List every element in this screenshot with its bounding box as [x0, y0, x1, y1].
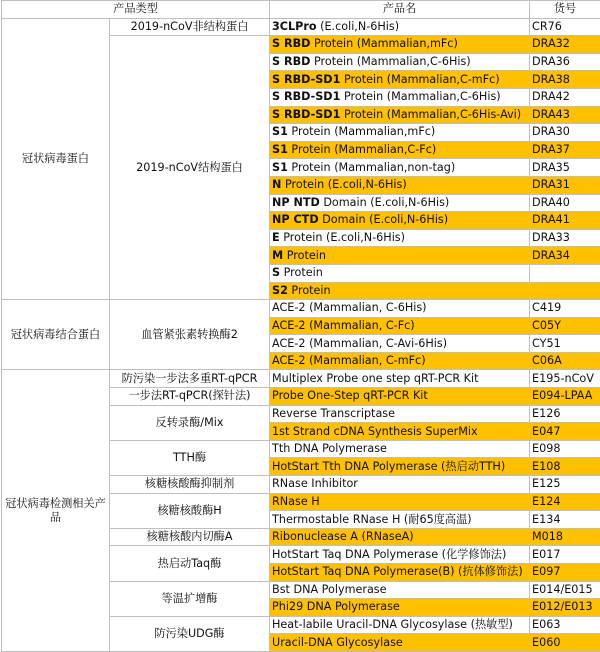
- product-code-cell: E097: [530, 564, 600, 582]
- product-name-cell: [270, 282, 530, 300]
- product-code-cell: E017: [530, 546, 600, 564]
- subcategory-cell: 2019-nCoV非结构蛋白: [110, 18, 270, 36]
- product-name-text: Phi29 DNA Polymerase: [272, 600, 400, 613]
- product-code-cell: E125: [530, 476, 600, 494]
- product-code-cell: CY51: [530, 335, 600, 353]
- product-name-bold: NP NTD: [272, 196, 320, 209]
- product-code-cell: DRA36: [530, 53, 600, 71]
- product-name-text: Uracil-DNA Glycosylase: [272, 636, 403, 649]
- product-name-bold: S RBD-SD1: [272, 73, 340, 86]
- product-name-cell: [270, 335, 530, 353]
- product-name-bold: M: [272, 249, 283, 262]
- product-name-text: Multiplex Probe one step qRT-PCR Kit: [272, 372, 478, 385]
- product-code-cell: DRA35: [530, 159, 600, 177]
- subcategory-cell: 核糖核酸酶H: [110, 493, 270, 528]
- product-name-bold: S1: [272, 143, 288, 156]
- product-name-cell: [270, 300, 530, 318]
- product-name-cell: [270, 440, 530, 458]
- product-code-cell: DRA31: [530, 176, 600, 194]
- subcategory-cell: 防污染UDG酶: [110, 616, 270, 651]
- subcategory-cell: 反转录酶/Mix: [110, 405, 270, 440]
- product-name-text: Protein (Mammalian,C-6His): [340, 90, 500, 103]
- product-code-cell: DRA34: [530, 247, 600, 265]
- subcategory-cell: 防污染一步法多重RT-qPCR: [110, 370, 270, 388]
- product-name-cell: [270, 212, 530, 230]
- product-name-text: Protein (Mammalian,C-6His-Avi): [340, 108, 521, 121]
- product-name-text: ACE-2 (Mammalian, C-Avi-6His): [272, 337, 447, 350]
- product-name-cell: [270, 616, 530, 634]
- header-category: 产品类型: [2, 1, 270, 19]
- product-code-cell: E195-nCoV: [530, 370, 600, 388]
- category-cell: 冠状病毒检测相关产品: [2, 370, 110, 652]
- product-name-cell: [270, 476, 530, 494]
- product-name-cell: [270, 53, 530, 71]
- product-name-cell: [270, 71, 530, 89]
- product-name-cell: [270, 194, 530, 212]
- product-name-cell: [270, 458, 530, 476]
- product-name-cell: [270, 88, 530, 106]
- product-name-cell: [270, 352, 530, 370]
- product-code-cell: E047: [530, 423, 600, 441]
- product-code-cell: DRA38: [530, 71, 600, 89]
- product-name-bold: S RBD-SD1: [272, 108, 340, 121]
- product-name-cell: [270, 405, 530, 423]
- product-name-text: RNase Inhibitor: [272, 477, 358, 490]
- product-code-cell: C05Y: [530, 317, 600, 335]
- product-name-text: ACE-2 (Mammalian, C-6His): [272, 301, 427, 314]
- product-code-cell: DRA40: [530, 194, 600, 212]
- product-name-cell: [270, 581, 530, 599]
- header-row: [2, 1, 600, 19]
- product-name-bold: S: [272, 266, 280, 279]
- product-code-cell: DRA32: [530, 36, 600, 54]
- product-name-text: Protein (E.coli,N-6His): [281, 178, 406, 191]
- product-name-text: Protein (Mammalian,C-Fc): [288, 143, 436, 156]
- product-name-text: 1st Strand cDNA Synthesis SuperMix: [272, 425, 478, 438]
- product-name-cell: [270, 141, 530, 159]
- product-name-text: Protein (E.coli,N-6His): [280, 231, 405, 244]
- product-name-bold: S1: [272, 125, 288, 138]
- product-code-cell: CR76: [530, 18, 600, 36]
- category-cell: 冠状病毒结合蛋白: [2, 300, 110, 370]
- subcategory-cell: 等温扩增酶: [110, 581, 270, 616]
- product-name-text: Reverse Transcriptase: [272, 407, 395, 420]
- product-name-cell: [270, 546, 530, 564]
- product-name-text: Protein (Mammalian,C-6His): [310, 55, 470, 68]
- product-name-bold: S RBD: [272, 37, 310, 50]
- product-name-cell: [270, 18, 530, 36]
- product-name-bold: S1: [272, 161, 288, 174]
- product-name-cell: [270, 599, 530, 617]
- subcategory-cell: 一步法RT-qPCR(探针法): [110, 388, 270, 406]
- product-code-cell: C06A: [530, 352, 600, 370]
- product-code-cell: E063: [530, 616, 600, 634]
- product-name-cell: [270, 528, 530, 546]
- product-name-text: Tth DNA Polymerase: [272, 442, 387, 455]
- product-code-cell: DRA41: [530, 212, 600, 230]
- product-code-cell: DRA33: [530, 229, 600, 247]
- product-code-cell: DRA30: [530, 124, 600, 142]
- product-name-bold: NP CTD: [272, 213, 319, 226]
- product-name-text: Thermostable RNase H (耐65度高温): [272, 513, 472, 526]
- product-code-cell: E134: [530, 511, 600, 529]
- table-row: [2, 370, 600, 388]
- product-name-bold: 3CLPro: [272, 20, 317, 33]
- product-code-cell: E098: [530, 440, 600, 458]
- product-name-cell: [270, 229, 530, 247]
- product-name-text: HotStart Tth DNA Polymerase (热启动TTH): [272, 460, 505, 473]
- product-name-text: Protein: [280, 266, 323, 279]
- product-name-cell: [270, 493, 530, 511]
- product-name-text: Protein (Mammalian,mFc): [288, 125, 435, 138]
- product-name-bold: S RBD: [272, 55, 310, 68]
- subcategory-cell: 2019-nCoV结构蛋白: [110, 36, 270, 300]
- product-table: [1, 0, 600, 652]
- product-name-text: Domain (E.coli,N-6His): [320, 196, 450, 209]
- product-name-bold: S2: [272, 284, 288, 297]
- product-name-text: Domain (E.coli,N-6His): [319, 213, 449, 226]
- product-name-text: ACE-2 (Mammalian, C-mFc): [272, 354, 426, 367]
- product-code-cell: E126: [530, 405, 600, 423]
- product-name-cell: [270, 423, 530, 441]
- product-code-cell: E124: [530, 493, 600, 511]
- product-code-cell: E060: [530, 634, 600, 652]
- product-name-text: Protein (Mammalian,C-mFc): [340, 73, 499, 86]
- product-name-text: HotStart Taq DNA Polymerase (化学修饰法): [272, 548, 506, 561]
- product-name-text: Ribonuclease A (RNaseA): [272, 530, 414, 543]
- product-name-bold: N: [272, 178, 281, 191]
- product-code-cell: M018: [530, 528, 600, 546]
- header-name: 产品名: [270, 1, 530, 19]
- product-name-bold: S RBD-SD1: [272, 90, 340, 103]
- subcategory-cell: TTH酶: [110, 440, 270, 475]
- product-name-text: (E.coli,N-6His): [317, 20, 400, 33]
- product-name-text: RNase H: [272, 495, 320, 508]
- subcategory-cell: 核糖核酸内切酶A: [110, 528, 270, 546]
- product-name-cell: [270, 317, 530, 335]
- product-name-cell: [270, 176, 530, 194]
- product-name-cell: [270, 634, 530, 652]
- product-name-text: Protein (Mammalian,mFc): [310, 37, 457, 50]
- product-name-text: Heat-labile Uracil-DNA Glycosylase (热敏型): [272, 618, 513, 631]
- product-name-cell: [270, 124, 530, 142]
- product-name-text: ACE-2 (Mammalian, C-Fc): [272, 319, 415, 332]
- product-name-text: Protein: [288, 284, 331, 297]
- product-name-text: HotStart Taq DNA Polymerase(B) (抗体修饰法): [272, 565, 523, 578]
- product-code-cell: E012/E013: [530, 599, 600, 617]
- product-code-cell: C419: [530, 300, 600, 318]
- product-code-cell: [530, 264, 600, 282]
- product-name-cell: [270, 106, 530, 124]
- product-name-text: Protein: [283, 249, 326, 262]
- product-name-bold: E: [272, 231, 280, 244]
- product-name-cell: [270, 159, 530, 177]
- product-name-cell: [270, 511, 530, 529]
- product-code-cell: E014/E015: [530, 581, 600, 599]
- product-name-cell: [270, 36, 530, 54]
- table-row: [2, 300, 600, 318]
- product-name-text: Probe One-Step qRT-PCR Kit: [272, 389, 428, 402]
- product-name-cell: [270, 264, 530, 282]
- product-name-text: Bst DNA Polymerase: [272, 583, 387, 596]
- category-cell: 冠状病毒蛋白: [2, 18, 110, 300]
- subcategory-cell: 血管紧张素转换酶2: [110, 300, 270, 370]
- product-code-cell: DRA37: [530, 141, 600, 159]
- product-name-cell: [270, 388, 530, 406]
- subcategory-cell: 核糖核酸酶抑制剂: [110, 476, 270, 494]
- product-code-cell: E094-LPAA: [530, 388, 600, 406]
- product-name-cell: [270, 564, 530, 582]
- product-code-cell: DRA43: [530, 106, 600, 124]
- product-name-cell: [270, 247, 530, 265]
- table-body: [2, 18, 600, 651]
- product-name-cell: [270, 370, 530, 388]
- product-code-cell: E108: [530, 458, 600, 476]
- header-code: 货号: [530, 1, 600, 19]
- product-code-cell: [530, 282, 600, 300]
- product-name-text: Protein (Mammalian,non-tag): [288, 161, 455, 174]
- product-code-cell: DRA42: [530, 88, 600, 106]
- subcategory-cell: 热启动Taq酶: [110, 546, 270, 581]
- table-row: [2, 18, 600, 36]
